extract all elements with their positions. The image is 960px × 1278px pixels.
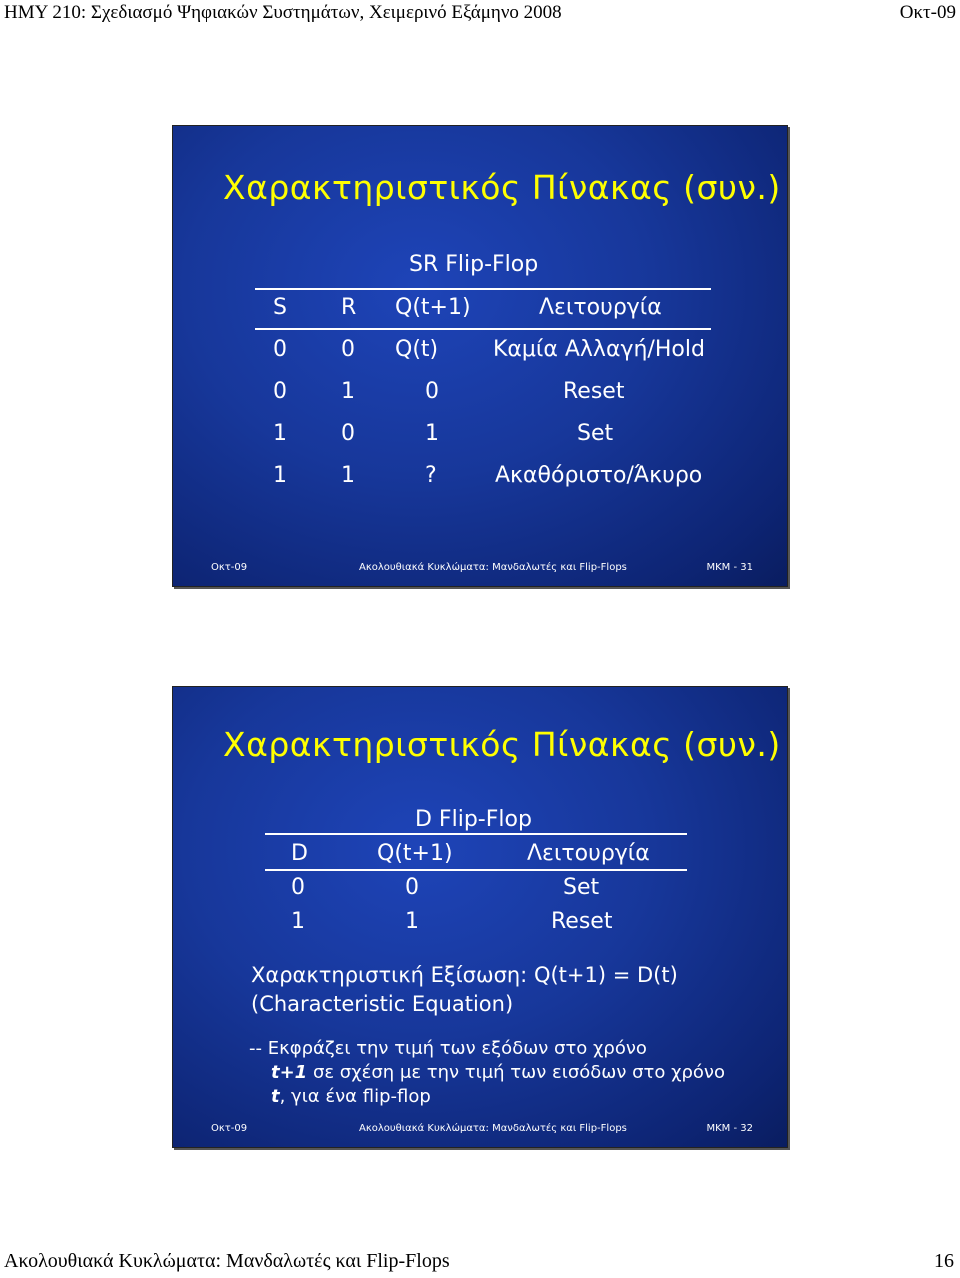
- slide-title: Χαρακτηριστικός Πίνακας (συν.): [223, 725, 781, 764]
- slide-footer-date: Οκτ-09: [211, 562, 248, 573]
- row2-d: 1: [291, 909, 305, 934]
- slide-footer-title: Ακολουθιακά Κυκλώματα: Μανδαλωτές και Flip-Flops: [359, 1123, 627, 1134]
- table-header-rule: [265, 869, 687, 871]
- table-title: SR Flip-Flop: [409, 252, 539, 277]
- row1-d: 0: [291, 875, 305, 900]
- time-t-plus-1: t+1: [271, 1062, 308, 1083]
- header-r: R: [341, 295, 357, 320]
- page-number: 16: [934, 1250, 954, 1272]
- row2-q: 1: [405, 909, 419, 934]
- row1-function: Καμία Αλλαγή/Hold: [493, 337, 705, 362]
- slide-title: Χαρακτηριστικός Πίνακας (συν.): [223, 168, 781, 207]
- header-d: D: [291, 841, 308, 866]
- row3-r: 0: [341, 421, 355, 446]
- row3-q: 1: [425, 421, 439, 446]
- description-line-2: [271, 1062, 725, 1083]
- page-header-title: ΗΜΥ 210: Σχεδιασμό Ψηφιακών Συστημάτων, Χειμερινό Εξάμηνο 2008: [4, 2, 562, 23]
- table-header-rule: [255, 328, 711, 330]
- slide-footer-title: Ακολουθιακά Κυκλώματα: Μανδαλωτές και Flip-Flops: [359, 562, 627, 573]
- header-q-next: Q(t+1): [395, 295, 471, 320]
- table-top-rule: [255, 288, 711, 290]
- row2-function: Reset: [551, 909, 613, 934]
- equation-formula: Q(t+1) = D(t): [533, 963, 678, 987]
- row2-function: Reset: [563, 379, 625, 404]
- table-title: D Flip-Flop: [415, 807, 532, 832]
- row4-s: 1: [273, 463, 287, 488]
- slide-number: ΜΚΜ - 31: [706, 562, 753, 573]
- row4-r: 1: [341, 463, 355, 488]
- slide-number: ΜΚΜ - 32: [706, 1123, 753, 1134]
- description-line-1: -- Εκφράζει την τιμή των εξόδων στο χρόνο: [249, 1038, 647, 1059]
- description-line-3: [271, 1086, 431, 1107]
- description-line-3-text: , για ένα flip-flop: [279, 1086, 431, 1107]
- slide-footer-date: Οκτ-09: [211, 1123, 248, 1134]
- row1-r: 0: [341, 337, 355, 362]
- row1-function: Set: [563, 875, 600, 900]
- row3-function: Set: [577, 421, 614, 446]
- slide-31: [172, 125, 788, 587]
- equation-english: (Characteristic Equation): [251, 992, 514, 1016]
- equation-label: Χαρακτηριστική Εξίσωση:: [251, 963, 528, 987]
- page-footer-title: Ακολουθιακά Κυκλώματα: Μανδαλωτές και Flip-Flops: [4, 1250, 450, 1272]
- page-header: [0, 0, 960, 34]
- row4-q: ?: [425, 463, 437, 488]
- header-function: Λειτουργία: [527, 841, 650, 866]
- page-footer: [0, 1248, 960, 1278]
- row2-q: 0: [425, 379, 439, 404]
- row2-r: 1: [341, 379, 355, 404]
- row3-s: 1: [273, 421, 287, 446]
- row1-q: Q(t): [395, 337, 439, 362]
- row2-s: 0: [273, 379, 287, 404]
- page-header-date: Οκτ-09: [899, 2, 956, 23]
- row4-function: Ακαθόριστο/Άκυρο: [495, 463, 703, 488]
- description-line-2-text: σε σχέση με την τιμή των εισόδων στο χρόνο: [307, 1062, 725, 1083]
- slide-32: [172, 686, 788, 1148]
- time-t: t: [271, 1086, 280, 1107]
- row1-q: 0: [405, 875, 419, 900]
- row1-s: 0: [273, 337, 287, 362]
- header-q-next: Q(t+1): [377, 841, 453, 866]
- header-s: S: [273, 295, 287, 320]
- table-top-rule: [265, 833, 687, 835]
- characteristic-equation: [251, 963, 678, 987]
- header-function: Λειτουργία: [539, 295, 662, 320]
